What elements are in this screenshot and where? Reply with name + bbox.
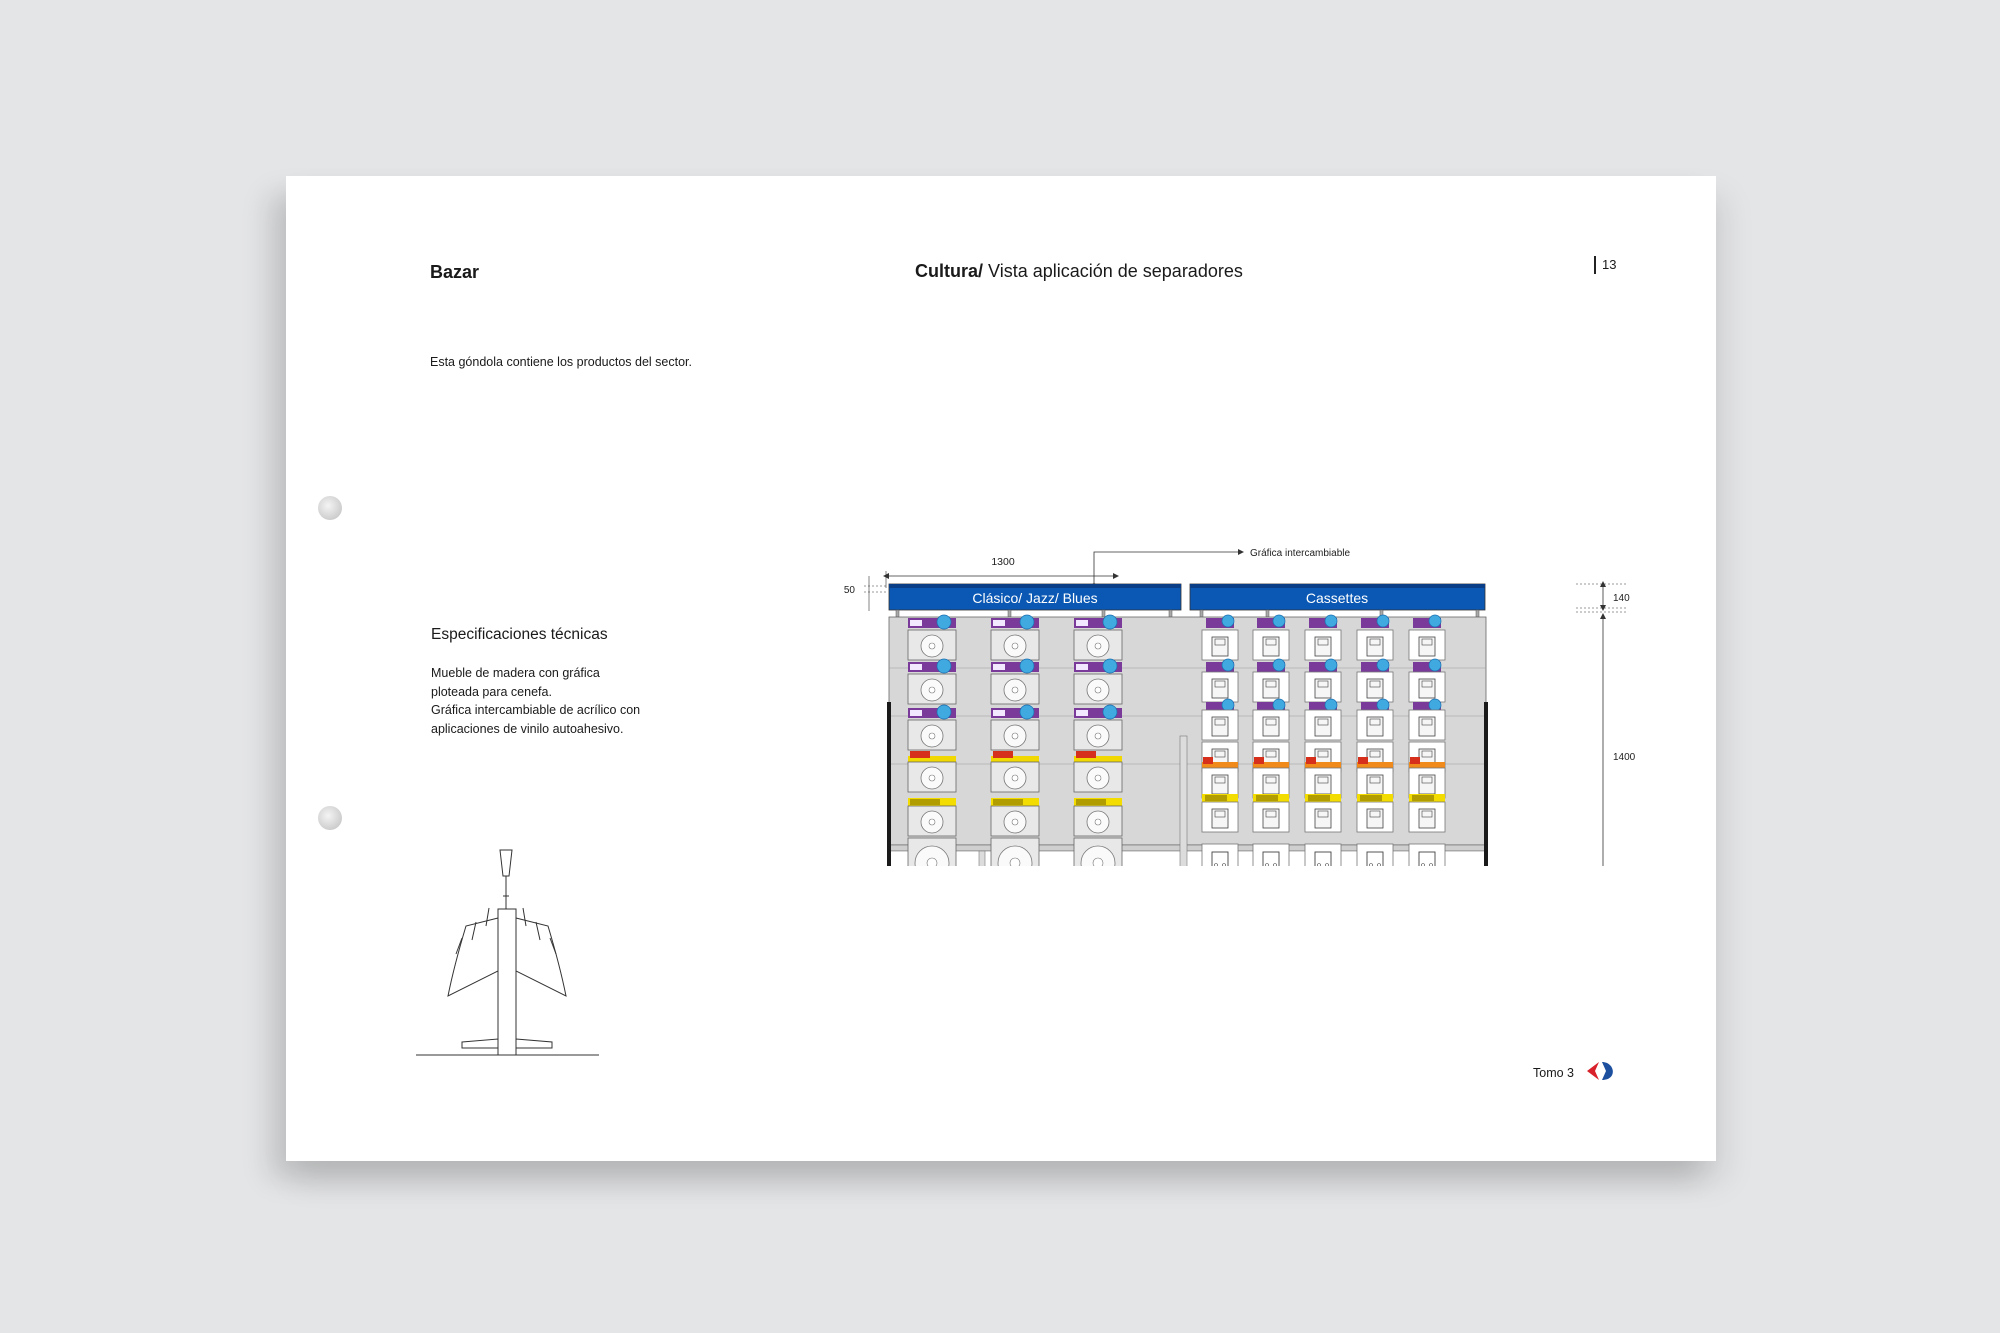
sign-left (889, 584, 1181, 610)
spec-line: ploteada para cenefa. (431, 684, 552, 699)
page-title-rest: Vista aplicación de separadores (983, 261, 1243, 281)
spec-heading: Especificaciones técnicas (431, 626, 608, 643)
cd-products (908, 615, 1122, 866)
footer-volume: Tomo 3 (1533, 1066, 1574, 1080)
gondola-front-view (826, 426, 1706, 866)
carrefour-logo-icon (1585, 1060, 1619, 1082)
width-dimension-label: 1300 (991, 556, 1015, 568)
header-height-dimension (844, 576, 886, 611)
page-title (915, 261, 1243, 282)
spec-text (431, 664, 640, 738)
spec-line: Gráfica intercambiable de acrílico con (431, 703, 641, 717)
callout-graphic (1092, 548, 1350, 587)
sign-right-label: Cassettes (1305, 590, 1369, 606)
total-height-label: 1400 (1613, 752, 1636, 763)
right-dimensions (1576, 581, 1636, 866)
document-page (286, 176, 1716, 1161)
callout-label: Gráfica intercambiable (1250, 548, 1351, 559)
section-title: Bazar (430, 262, 480, 282)
header-height-label: 50 (843, 585, 855, 596)
sign-right (1190, 584, 1485, 610)
intro-text: Esta góndola contiene los productos del sector. (430, 355, 692, 369)
width-dimension (883, 556, 1119, 588)
sign-left-label: Clásico/ Jazz/ Blues (972, 590, 1098, 606)
spec-line: Mueble de madera con gráfica (431, 666, 600, 680)
page-title-bold: Cultura/ (915, 261, 984, 281)
binder-hole (318, 806, 342, 830)
page-number: 13 (1594, 256, 1616, 274)
sign-height-label: 140 (1613, 593, 1630, 604)
binder-hole (318, 496, 342, 520)
spec-line: aplicaciones de vinilo autoahesivo. (431, 721, 624, 736)
gondola-side-view (416, 826, 616, 1066)
